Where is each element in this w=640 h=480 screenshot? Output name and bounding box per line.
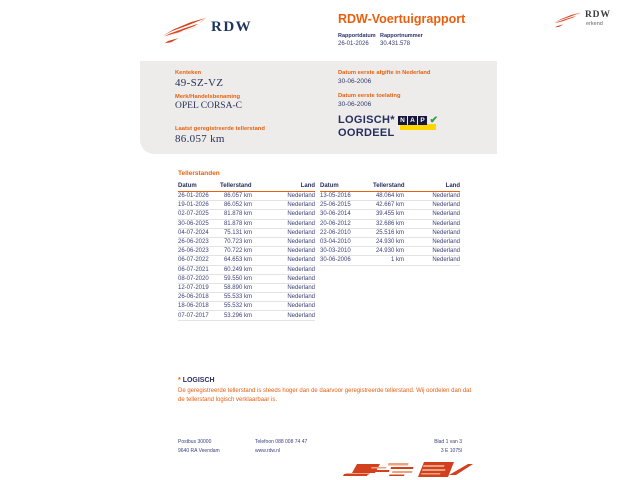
cell-tellerstand: 81.878 km bbox=[223, 220, 252, 227]
cell-datum: 03-04-2010 bbox=[320, 239, 351, 246]
cell-tellerstand: 59.550 km bbox=[223, 275, 252, 282]
table-row bbox=[178, 201, 315, 210]
kenteken-label: Kenteken bbox=[175, 70, 202, 76]
nap-letter-p: P bbox=[418, 116, 427, 125]
cell-land: Nederland bbox=[432, 229, 460, 236]
table-row bbox=[178, 229, 315, 238]
cell-datum: 12-07-2019 bbox=[178, 284, 209, 291]
table-row bbox=[178, 293, 315, 302]
footer-page-info bbox=[380, 438, 462, 455]
table-header bbox=[320, 181, 460, 192]
cell-tellerstand: 55.532 km bbox=[223, 303, 252, 310]
tellerstand-label: Laatst geregistreerde tellerstand bbox=[175, 126, 265, 132]
table-row bbox=[320, 210, 460, 219]
cell-land: Nederland bbox=[432, 202, 460, 209]
table-row bbox=[178, 311, 315, 320]
cell-land: Nederland bbox=[287, 239, 315, 246]
cell-datum: 13-05-2016 bbox=[320, 193, 351, 200]
cell-land: Nederland bbox=[432, 257, 460, 264]
table-row bbox=[320, 256, 460, 265]
rdw-erkend-logo-icon bbox=[552, 12, 582, 29]
table-row bbox=[178, 266, 315, 275]
afgifte-label: Datum eerste afgifte in Nederland bbox=[338, 70, 431, 76]
footnote-title-text: LOGISCH bbox=[182, 377, 215, 384]
cell-land: Nederland bbox=[287, 312, 315, 319]
oordeel-line1: LOGISCH* bbox=[338, 114, 395, 126]
merk-label: Merk/Handelsbenaming bbox=[175, 94, 241, 100]
cell-land: Nederland bbox=[287, 202, 315, 209]
cell-datum: 20-06-2012 bbox=[320, 220, 351, 227]
footer-address-line1: Postbus 30000 bbox=[178, 439, 212, 445]
header-datum: Datum bbox=[320, 183, 339, 189]
cell-land: Nederland bbox=[287, 266, 315, 273]
cell-land: Nederland bbox=[432, 239, 460, 246]
header-tellerstand: Tellerstand bbox=[373, 183, 405, 189]
cell-datum: 30-03-2010 bbox=[320, 248, 351, 255]
report-number-value: 30.431.578 bbox=[380, 41, 411, 47]
footer-address-line2: 9640 RA Veendam bbox=[178, 447, 220, 454]
cell-datum: 25-06-2015 bbox=[320, 202, 351, 209]
rdw-erkend-label: erkend bbox=[586, 21, 603, 27]
footer-page-number: Blad 1 van 3 bbox=[434, 439, 462, 445]
cell-datum: 26-01-2026 bbox=[178, 193, 209, 200]
table-row bbox=[320, 229, 460, 238]
footnote-title bbox=[178, 377, 215, 384]
cell-land: Nederland bbox=[432, 193, 460, 200]
cell-tellerstand: 25.516 km bbox=[375, 229, 404, 236]
afgifte-value: 30-06-2006 bbox=[338, 78, 372, 85]
cell-datum: 07-07-2017 bbox=[178, 312, 209, 319]
cell-datum: 19-01-2026 bbox=[178, 202, 209, 209]
vehicle-summary-box bbox=[140, 61, 497, 154]
header-tellerstand: Tellerstand bbox=[220, 183, 252, 189]
table-row bbox=[178, 238, 315, 247]
cell-datum: 26-06-2023 bbox=[178, 248, 209, 255]
oordeel-text bbox=[338, 114, 395, 140]
cell-datum: 30-06-2014 bbox=[320, 211, 351, 218]
nap-letter-a: A bbox=[408, 116, 417, 125]
rdw-eagle-logo-icon bbox=[160, 17, 208, 46]
cell-tellerstand: 1 km bbox=[390, 257, 404, 264]
cell-tellerstand: 55.533 km bbox=[223, 294, 252, 301]
cell-datum: 30-06-2025 bbox=[178, 220, 209, 227]
cell-datum: 02-07-2025 bbox=[178, 211, 209, 218]
speed-stripes-graphic bbox=[343, 461, 493, 480]
cell-tellerstand: 86.052 km bbox=[223, 202, 252, 209]
cell-land: Nederland bbox=[287, 248, 315, 255]
table-row bbox=[320, 238, 460, 247]
cell-land: Nederland bbox=[432, 248, 460, 255]
cell-land: Nederland bbox=[287, 303, 315, 310]
tellerstand-value: 86.057 km bbox=[175, 133, 225, 145]
cell-tellerstand: 39.455 km bbox=[375, 211, 404, 218]
table-row bbox=[320, 220, 460, 229]
cell-tellerstand: 81.878 km bbox=[223, 211, 252, 218]
cell-land: Nederland bbox=[287, 284, 315, 291]
cell-tellerstand: 70.723 km bbox=[223, 239, 252, 246]
footer-website: www.rdw.nl bbox=[255, 447, 281, 454]
cell-tellerstand: 48.064 km bbox=[375, 193, 404, 200]
oordeel-line2: OORDEEL bbox=[338, 127, 395, 139]
report-date-value: 26-01-2026 bbox=[338, 41, 369, 47]
header-datum: Datum bbox=[178, 183, 197, 189]
toelating-label: Datum eerste toelating bbox=[338, 93, 401, 99]
header-land: Land bbox=[300, 183, 315, 189]
cell-datum: 04-07-2024 bbox=[178, 229, 209, 236]
rdw-erkend-wordmark: RDW bbox=[585, 10, 611, 20]
cell-datum: 06-07-2021 bbox=[178, 266, 209, 273]
cell-land: Nederland bbox=[287, 275, 315, 282]
table-row bbox=[320, 192, 460, 201]
cell-tellerstand: 24.930 km bbox=[375, 248, 404, 255]
cell-tellerstand: 58.890 km bbox=[223, 284, 252, 291]
nap-logo bbox=[398, 116, 438, 130]
cell-tellerstand: 42.667 km bbox=[375, 202, 404, 209]
table-row bbox=[178, 284, 315, 293]
nap-letter-n: N bbox=[398, 116, 407, 125]
cell-datum: 30-06-2006 bbox=[320, 257, 351, 264]
cell-datum: 18-06-2018 bbox=[178, 303, 209, 310]
cell-tellerstand: 70.722 km bbox=[223, 248, 252, 255]
cell-tellerstand: 53.296 km bbox=[223, 312, 252, 319]
cell-land: Nederland bbox=[432, 211, 460, 218]
odometer-table-right bbox=[320, 181, 460, 266]
table-row bbox=[178, 220, 315, 229]
footer-phone: Telefoon 088 008 74 47 bbox=[255, 439, 308, 445]
table-title: Tellerstanden bbox=[178, 170, 220, 177]
odometer-table-left bbox=[178, 181, 315, 321]
table-row bbox=[178, 247, 315, 256]
footer-form-code: 3 E 1075l bbox=[440, 447, 462, 454]
cell-land: Nederland bbox=[287, 211, 315, 218]
cell-land: Nederland bbox=[287, 229, 315, 236]
cell-datum: 26-06-2018 bbox=[178, 294, 209, 301]
table-row bbox=[178, 256, 315, 265]
table-row bbox=[178, 192, 315, 201]
cell-tellerstand: 60.249 km bbox=[223, 266, 252, 273]
cell-tellerstand: 86.057 km bbox=[223, 193, 252, 200]
cell-datum: 06-07-2022 bbox=[178, 257, 209, 264]
table-row bbox=[320, 201, 460, 210]
cell-tellerstand: 64.653 km bbox=[223, 257, 252, 264]
cell-tellerstand: 24.930 km bbox=[375, 239, 404, 246]
cell-land: Nederland bbox=[287, 257, 315, 264]
report-date-label: Rapportdatum bbox=[338, 33, 376, 39]
kenteken-value: 49-SZ-VZ bbox=[175, 77, 224, 89]
table-row bbox=[178, 302, 315, 311]
cell-land: Nederland bbox=[432, 220, 460, 227]
cell-land: Nederland bbox=[287, 220, 315, 227]
cell-tellerstand: 32.686 km bbox=[375, 220, 404, 227]
cell-land: Nederland bbox=[287, 193, 315, 200]
footnote-text: De geregistreerde tellerstand is steeds hoger dan de daarvoor geregistreerde tellerstand. Wij oordelen dan dat de tellerstand logisch verklaarbaar is. bbox=[178, 388, 472, 403]
cell-tellerstand: 75.131 km bbox=[223, 229, 252, 236]
footer-contact bbox=[255, 438, 307, 455]
cell-datum: 22-06-2010 bbox=[320, 229, 351, 236]
footnote-asterisk: * bbox=[178, 377, 181, 384]
merk-value: OPEL CORSA-C bbox=[175, 101, 242, 111]
cell-datum: 08-07-2020 bbox=[178, 275, 209, 282]
table-row bbox=[320, 247, 460, 256]
cell-land: Nederland bbox=[287, 294, 315, 301]
rdw-wordmark: RDW bbox=[211, 19, 253, 35]
toelating-value: 30-06-2006 bbox=[338, 101, 372, 108]
footer-address bbox=[178, 438, 220, 455]
table-row bbox=[178, 210, 315, 219]
report-number-label: Rapportnummer bbox=[380, 33, 423, 39]
header-land: Land bbox=[445, 183, 460, 189]
nap-check-icon: ✔ bbox=[429, 115, 438, 126]
report-title: RDW-Voertuigrapport bbox=[338, 12, 466, 26]
table-row bbox=[178, 275, 315, 284]
cell-datum: 26-06-2023 bbox=[178, 239, 209, 246]
table-header bbox=[178, 181, 315, 192]
